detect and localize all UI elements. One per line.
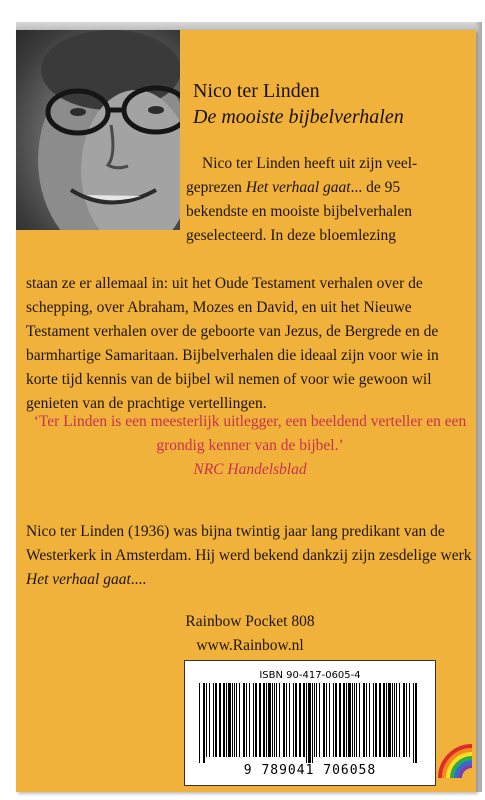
barcode-bar <box>312 683 313 763</box>
blurb-paragraph <box>186 152 478 248</box>
barcode-bar <box>276 683 277 757</box>
isbn-label: ISBN 90-417-0605-4 <box>259 670 361 681</box>
barcode-bar <box>369 683 370 757</box>
barcode-bar <box>293 683 294 757</box>
barcode-bar <box>259 683 261 757</box>
author-portrait <box>16 30 180 230</box>
back-cover <box>16 30 476 792</box>
barcode-bar <box>303 683 305 757</box>
barcode-bar <box>323 683 325 757</box>
barcode-bar <box>243 683 245 757</box>
barcode-bar <box>226 683 227 757</box>
barcode-bar <box>232 683 233 757</box>
barcode-bar <box>409 683 410 757</box>
barcode-bar <box>392 683 393 757</box>
barcode-bar <box>283 683 285 757</box>
barcode-bar <box>352 683 353 757</box>
blurb-line: ... de 95 <box>350 179 401 196</box>
barcode-bar <box>199 683 200 763</box>
bio-text-end: .... <box>130 571 147 588</box>
bio-text: Nico ter Linden (1936) was bijna twintig jaar lang predikant van de Westerkerk in Amsterdam. Hij werd bekend dankzij zijn zesdelige werk <box>26 523 472 564</box>
barcode-bar <box>326 683 327 757</box>
barcode-bar <box>314 683 315 757</box>
barcode-bar <box>209 683 210 757</box>
barcode-bar <box>263 683 265 757</box>
barcode-bar <box>339 683 341 757</box>
barcode-number: 9 789041 706058 <box>243 763 377 778</box>
quote-source: NRC Handelsblad <box>193 461 307 478</box>
barcode-bar <box>356 683 357 757</box>
barcode-bar <box>366 683 367 757</box>
blurb-line: bekendste en mooiste bijbelverhalen <box>186 203 412 220</box>
barcode-bar <box>236 683 237 757</box>
imprint <box>26 610 474 658</box>
barcode-bar <box>299 683 301 757</box>
publisher-website: www.Rainbow.nl <box>196 637 304 654</box>
blurb-line: geselecteerd. In deze bloemlezing <box>186 227 396 244</box>
barcode-bar <box>406 683 407 757</box>
barcode-bar <box>335 683 337 757</box>
blurb-text: verhalen over de schepping, over Abraham, Mozes en David, en uit het Nieuwe Testament verhalen over de geboorte van Jezus, de Bergrede en de barmhartige Samaritaan. Bijbelverhalen die ideaal zijn voor wie in korte tijd kennis van de bijbel wil nemen of voor wie gewoon wil genieten van de prachtige vertellingen. <box>26 275 439 412</box>
book-reference: Het verhaal gaat <box>26 571 131 588</box>
barcode-bars <box>197 683 423 763</box>
barcode-bar <box>308 683 311 763</box>
barcode-bar <box>255 683 257 757</box>
barcode-bar <box>228 683 231 757</box>
barcode-bar <box>413 683 414 763</box>
barcode-bar <box>295 683 297 757</box>
barcode-bar <box>319 683 320 757</box>
barcode-bar <box>379 683 381 757</box>
press-quote <box>26 410 474 482</box>
barcode-bar <box>333 683 334 757</box>
barcode-block <box>184 660 436 786</box>
barcode-bar <box>388 683 391 757</box>
barcode-bar <box>373 683 374 757</box>
barcode-bar <box>279 683 280 757</box>
barcode-bar <box>348 683 351 757</box>
barcode-bar <box>234 683 235 757</box>
barcode-bar <box>249 683 250 757</box>
author-bio <box>26 520 474 592</box>
barcode-bar <box>289 683 290 757</box>
barcode-bar <box>343 683 345 757</box>
barcode-bar <box>354 683 355 757</box>
barcode-bar <box>272 683 273 757</box>
portrait-illustration <box>16 30 180 230</box>
barcode-bar <box>268 683 271 757</box>
barcode-bar <box>396 683 397 757</box>
blurb-line: geprezen <box>186 179 246 196</box>
barcode-bar <box>266 683 267 757</box>
blurb-line: Nico ter Linden heeft uit zijn veel- <box>202 155 418 172</box>
barcode-bar <box>223 683 225 757</box>
barcode-bar <box>215 683 217 757</box>
quote-text: ‘Ter Linden is een meesterlijk uitlegger, een beeldend verteller en een grondig kenner van de bijbel.’ <box>33 413 467 454</box>
blurb-continuation <box>26 272 474 416</box>
barcode-bar <box>399 683 400 757</box>
barcode-bar <box>206 683 207 757</box>
barcode-bar <box>239 683 240 757</box>
barcode-bar <box>203 683 205 763</box>
barcode-bar <box>286 683 287 757</box>
barcode-bar <box>253 683 254 757</box>
barcode-bar <box>316 683 317 757</box>
barcode-bar <box>213 683 214 757</box>
blurb-line: staan ze er allemaal in: uit het Oude Testament <box>26 275 316 292</box>
barcode-bar <box>394 683 395 757</box>
barcode-bar <box>383 683 385 757</box>
barcode-bar <box>219 683 221 757</box>
barcode-bar <box>415 683 417 763</box>
barcode-bar <box>246 683 247 757</box>
barcode-bar <box>329 683 330 757</box>
barcode-bar <box>346 683 347 757</box>
author-name: Nico ter Linden <box>193 80 320 102</box>
barcode-bar <box>306 683 307 763</box>
barcode-bar <box>363 683 365 757</box>
book-page-edge <box>476 22 482 792</box>
barcode-bar <box>274 683 275 757</box>
book-title: De mooiste bijbelverhalen <box>193 106 404 128</box>
barcode-bar <box>375 683 377 757</box>
barcode-bar <box>359 683 360 757</box>
barcode-bar <box>403 683 405 757</box>
rainbow-logo-icon <box>436 742 476 782</box>
book-reference: Het verhaal gaat <box>245 179 351 196</box>
book-top-edge <box>16 22 476 30</box>
barcode-bar <box>386 683 387 757</box>
series-name: Rainbow Pocket 808 <box>185 613 315 630</box>
